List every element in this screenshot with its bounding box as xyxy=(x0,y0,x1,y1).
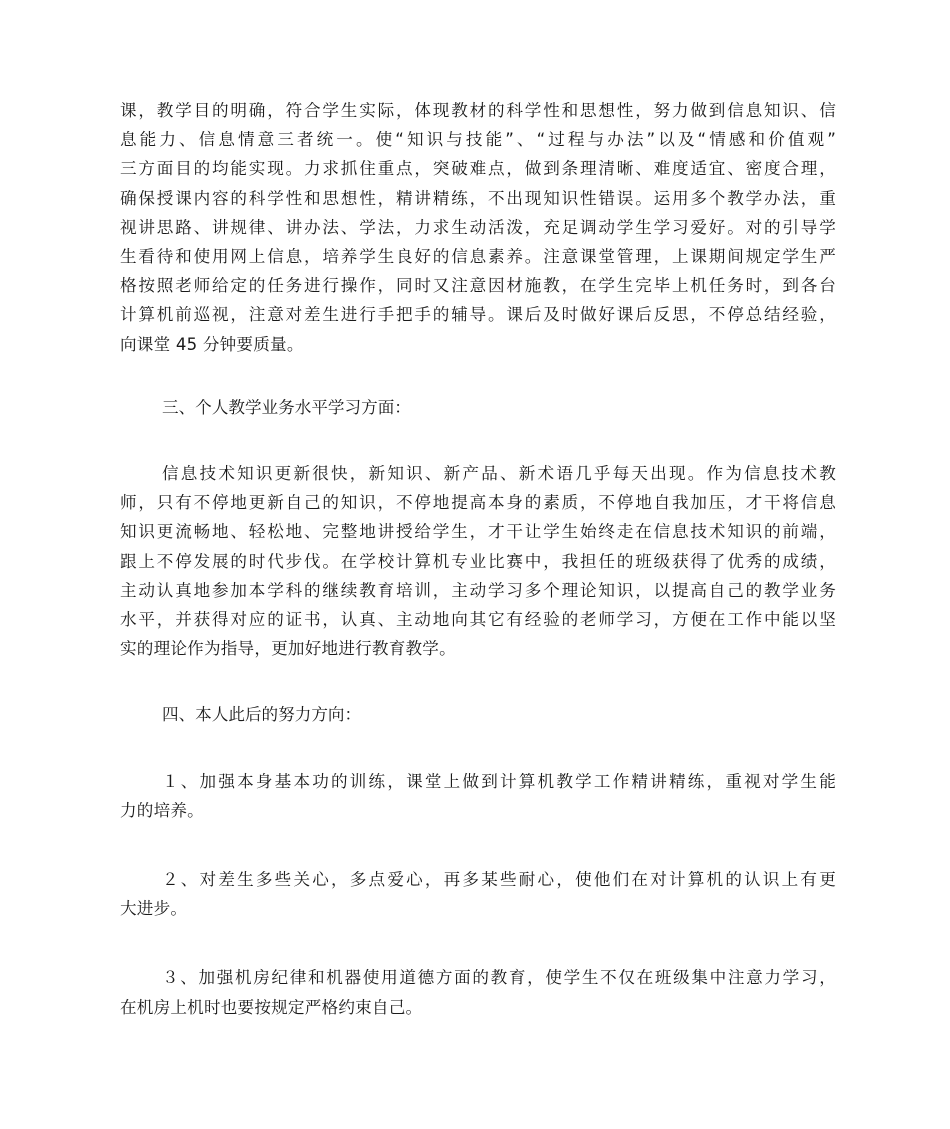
paragraph-line: 大进步。 xyxy=(120,899,188,919)
paragraph-line: 师，只有不停地更新自己的知识，不停地提高本身的素质，不停地自我加压，才干将信息 xyxy=(120,493,836,513)
paragraph-line: １、加强本身基本功的训练，课堂上做到计算机教学工作精讲精练，重视对学生能 xyxy=(162,771,836,791)
paragraph-line: 向课堂 45 分钟要质量。 xyxy=(120,334,304,354)
section-heading-4: 四、本人此后的努力方向： xyxy=(162,705,362,725)
spacer xyxy=(120,359,836,393)
paragraph-line: 三方面目的均能实现。力求抓住重点，突破难点，做到条理清晰、难度适宜、密度合理， xyxy=(120,159,836,179)
section-heading-3: 三、个人教学业务水平学习方面： xyxy=(162,397,411,417)
spacer xyxy=(120,825,836,865)
paragraph-line: 水平，并获得对应的证书，认真、主动地向其它有经验的老师学习，方便在工作中能以坚 xyxy=(120,610,836,630)
paragraph-line: 实的理论作为指导，更加好地进行教育教学。 xyxy=(120,639,456,659)
paragraph-line: 息能力、信息情意三者统一。使“知识与技能”、“过程与办法”以及“情感和价值观” xyxy=(120,130,836,150)
paragraph-line: 格按照老师给定的任务进行操作，同时又注意因材施教，在学生完毕上机任务时，到各台 xyxy=(120,276,836,296)
spacer xyxy=(120,663,836,700)
paragraph-line: 跟上不停发展的时代步伐。在学校计算机专业比赛中，我担任的班级获得了优秀的成绩， xyxy=(120,551,836,571)
paragraph-line: 计算机前巡视，注意对差生进行手把手的辅导。课后及时做好课后反思，不停总结经验， xyxy=(120,305,836,325)
paragraph-line: ３、加强机房纪律和机器使用道德方面的教育，使学生不仅在班级集中注意力学习， xyxy=(162,968,836,988)
spacer xyxy=(120,422,836,459)
list-item-3 xyxy=(120,963,836,1021)
paragraph-line: 在机房上机时也要按规定严格约束自己。 xyxy=(120,997,423,1017)
spacer xyxy=(120,923,836,963)
paragraph-line: 视讲思路、讲规律、讲办法、学法，力求生动活泼，充足调动学生学习爱好。对的引导学 xyxy=(120,217,836,237)
spacer xyxy=(120,730,836,767)
paragraph-line: 力的培养。 xyxy=(120,800,204,820)
paragraph-teaching-process xyxy=(120,96,836,359)
paragraph-line: 主动认真地参加本学科的继续教育培训，主动学习多个理论知识，以提高自己的教学业务 xyxy=(120,580,836,600)
paragraph-line: 课，教学目的明确，符合学生实际，体现教材的科学性和思想性，努力做到信息知识、信 xyxy=(120,101,836,120)
document-body xyxy=(120,96,836,1022)
paragraph-line: 知识更流畅地、轻松地、完整地讲授给学生，才干让学生始终走在信息技术知识的前端， xyxy=(120,522,836,542)
paragraph-line: 生看待和使用网上信息，培养学生良好的信息素养。注意课堂管理，上课期间规定学生严 xyxy=(120,247,836,267)
paragraph-line: ２、对差生多些关心，多点爱心，再多某些耐心，使他们在对计算机的认识上有更 xyxy=(162,870,836,890)
list-item-1 xyxy=(120,767,836,825)
paragraph-line: 确保授课内容的科学性和思想性，精讲精练，不出现知识性错误。运用多个教学办法，重 xyxy=(120,188,836,208)
list-item-2 xyxy=(120,865,836,923)
paragraph-line: 信息技术知识更新很快，新知识、新产品、新术语几乎每天出现。作为信息技术教 xyxy=(162,464,836,484)
paragraph-professional-study xyxy=(120,459,836,663)
